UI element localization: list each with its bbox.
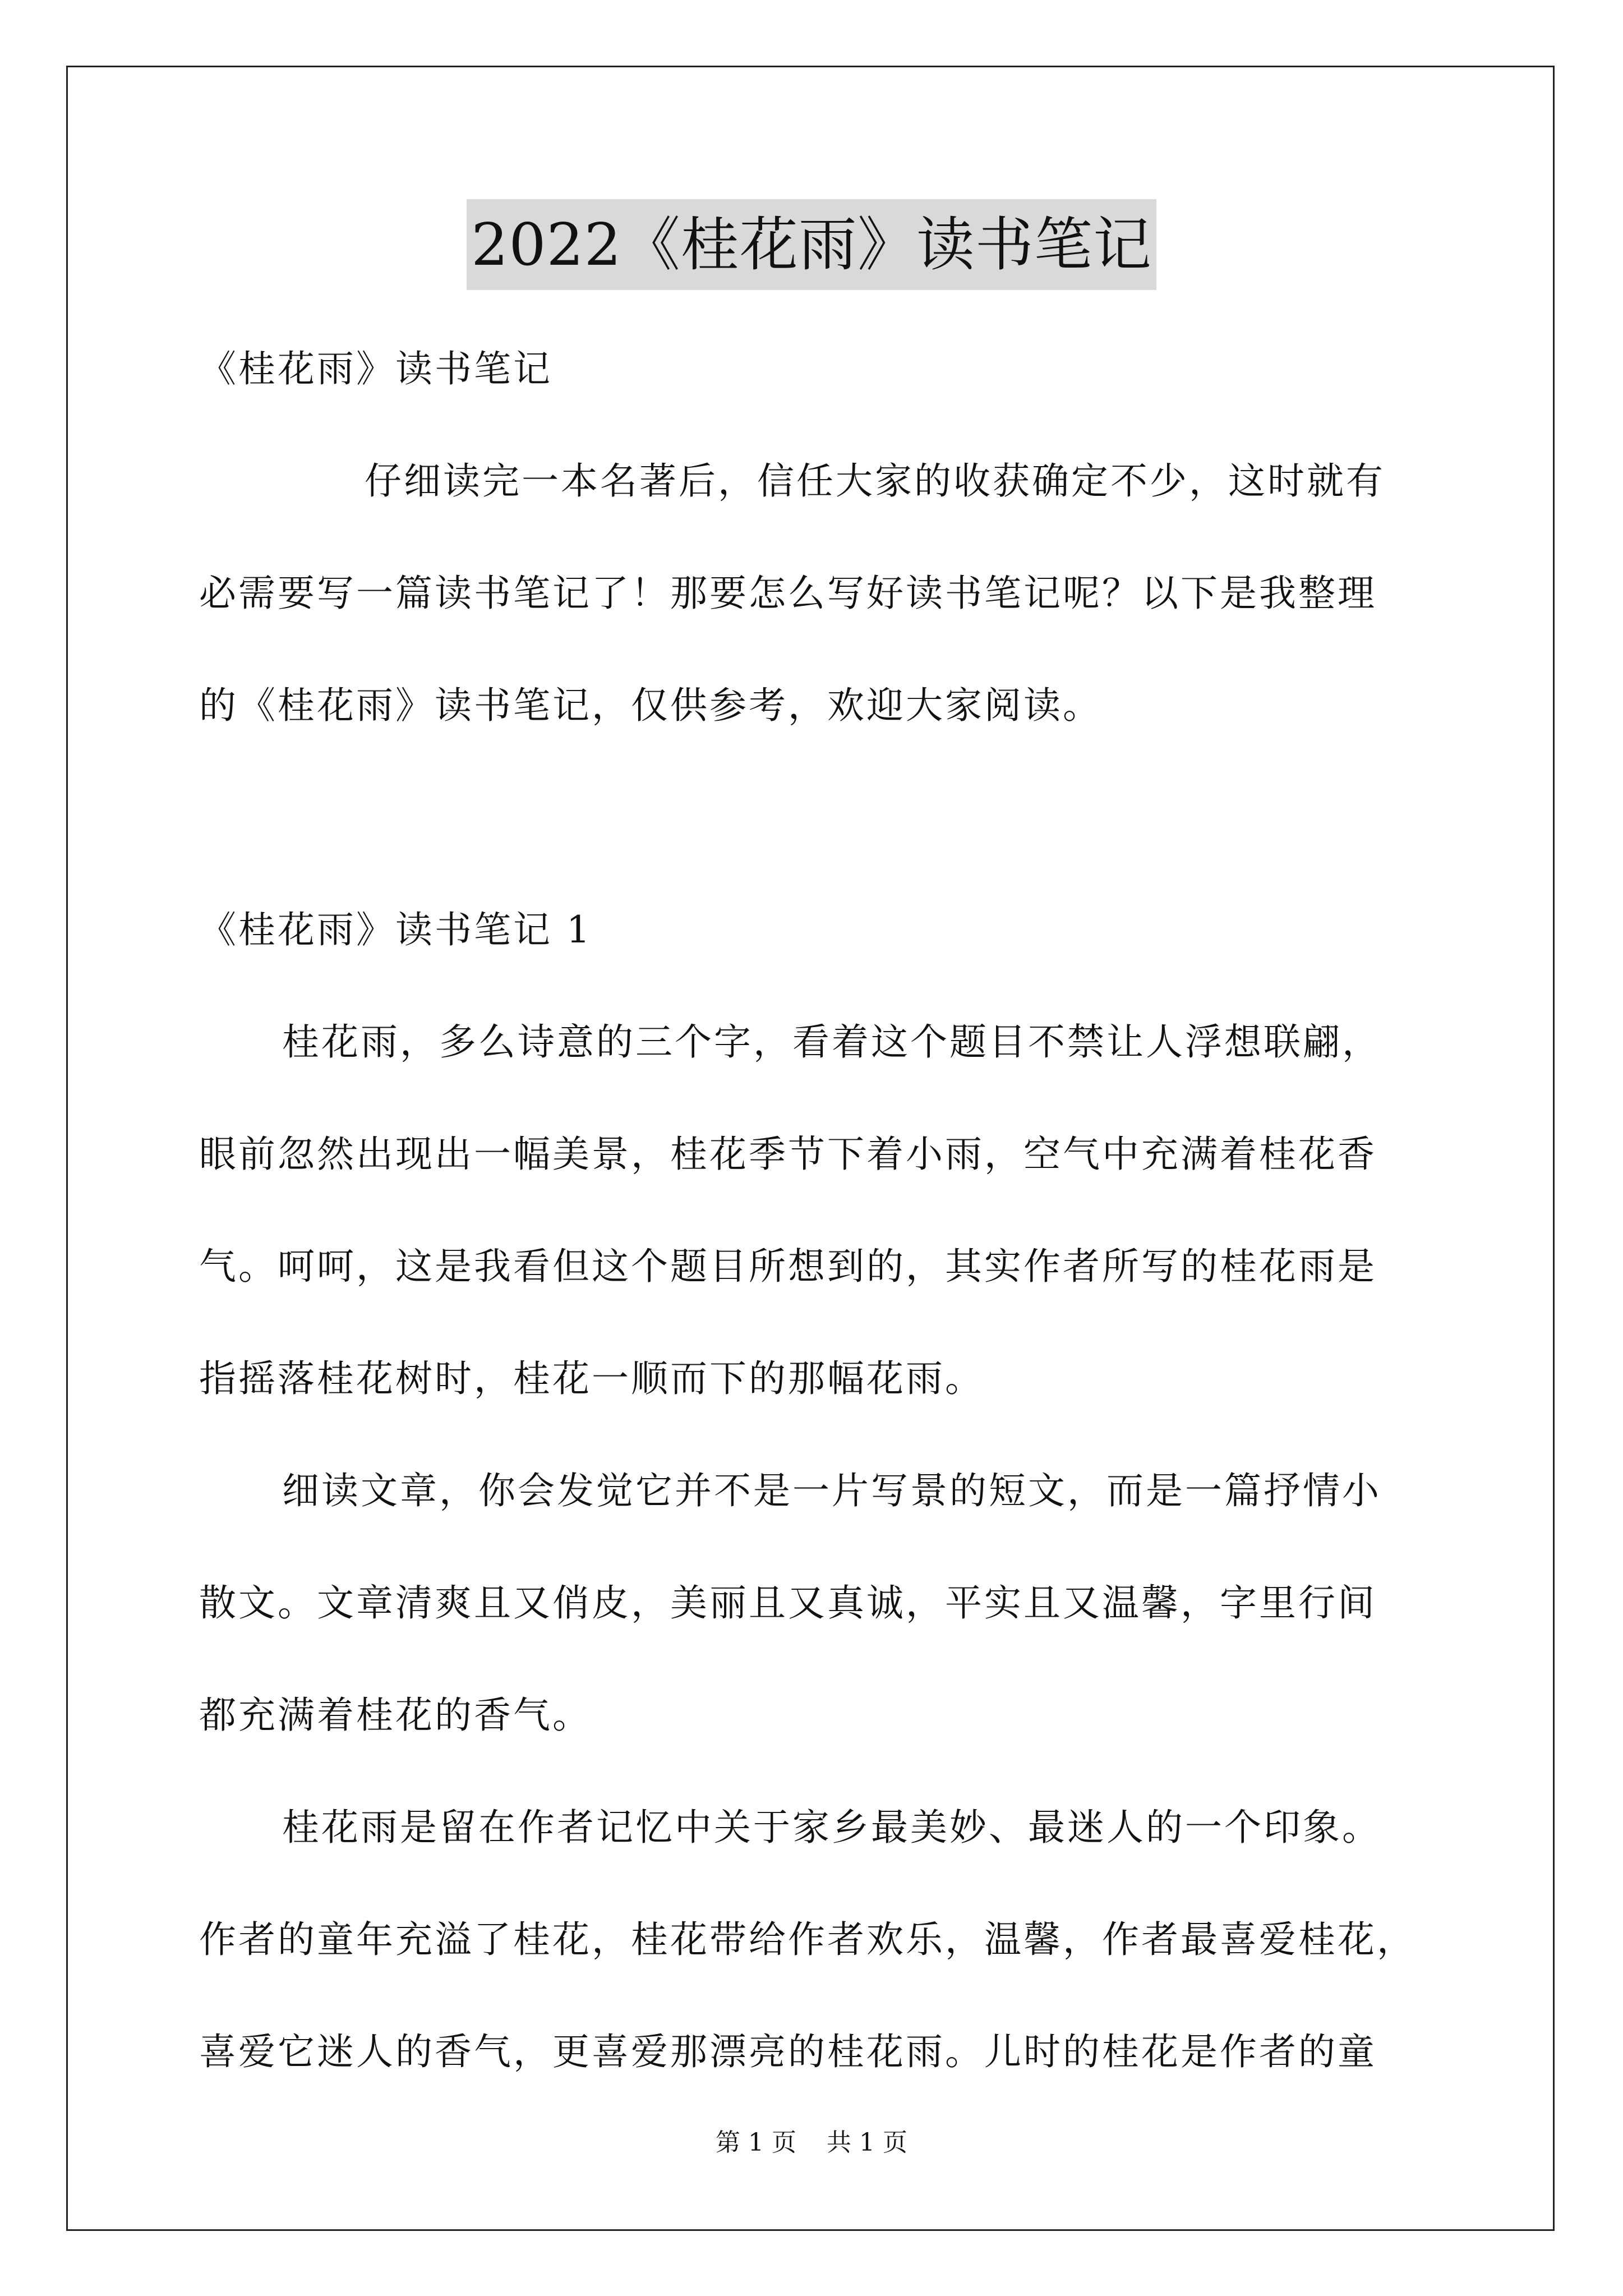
paragraph-line: 桂花雨，多么诗意的三个字，看着这个题目不禁让人浮想联翩， bbox=[282, 1020, 1381, 1064]
subtitle: 《桂花雨》读书笔记 bbox=[199, 347, 552, 390]
intro-line: 的《桂花雨》读书笔记，仅供参考，欢迎大家阅读。 bbox=[199, 684, 1102, 727]
title-container bbox=[0, 199, 1623, 290]
intro-line: 仔细读完一本名著后，信任大家的收获确定不少，这时就有 bbox=[365, 459, 1385, 503]
page-total: 共 1 页 bbox=[827, 2128, 907, 2157]
paragraph-gap bbox=[199, 762, 1438, 874]
paragraph-line: 细读文章，你会发觉它并不是一片写景的短文，而是一篇抒情小 bbox=[282, 1469, 1381, 1512]
paragraph-line: 喜爱它迷人的香气，更喜爱那漂亮的桂花雨。儿时的桂花是作者的童 bbox=[199, 2030, 1377, 2073]
paragraph-line: 作者的童年充溢了桂花，桂花带给作者欢乐，温馨，作者最喜爱桂花， bbox=[199, 1918, 1416, 1961]
section-heading: 《桂花雨》读书笔记 1 bbox=[199, 908, 592, 951]
paragraph-line: 桂花雨是留在作者记忆中关于家乡最美妙、最迷人的一个印象。 bbox=[282, 1806, 1381, 1849]
page-number: 第 1 页 bbox=[716, 2128, 796, 2157]
document-title: 2022《桂花雨》读书笔记 bbox=[467, 199, 1156, 290]
paragraph-line: 都充满着桂花的香气。 bbox=[199, 1694, 592, 1737]
paragraph-line: 散文。文章清爽且又俏皮，美丽且又真诚，平实且又温馨，字里行间 bbox=[199, 1581, 1377, 1625]
paragraph-line: 指摇落桂花树时，桂花一顺而下的那幅花雨。 bbox=[199, 1357, 984, 1400]
paragraph-line: 眼前忽然出现出一幅美景，桂花季节下着小雨，空气中充满着桂花香 bbox=[199, 1133, 1377, 1176]
document-body bbox=[199, 313, 1438, 2108]
intro-line: 必需要写一篇读书笔记了！那要怎么写好读书笔记呢？以下是我整理 bbox=[199, 572, 1377, 615]
paragraph-line: 气。呵呵，这是我看但这个题目所想到的，其实作者所写的桂花雨是 bbox=[199, 1245, 1377, 1288]
page-footer bbox=[0, 2126, 1623, 2160]
